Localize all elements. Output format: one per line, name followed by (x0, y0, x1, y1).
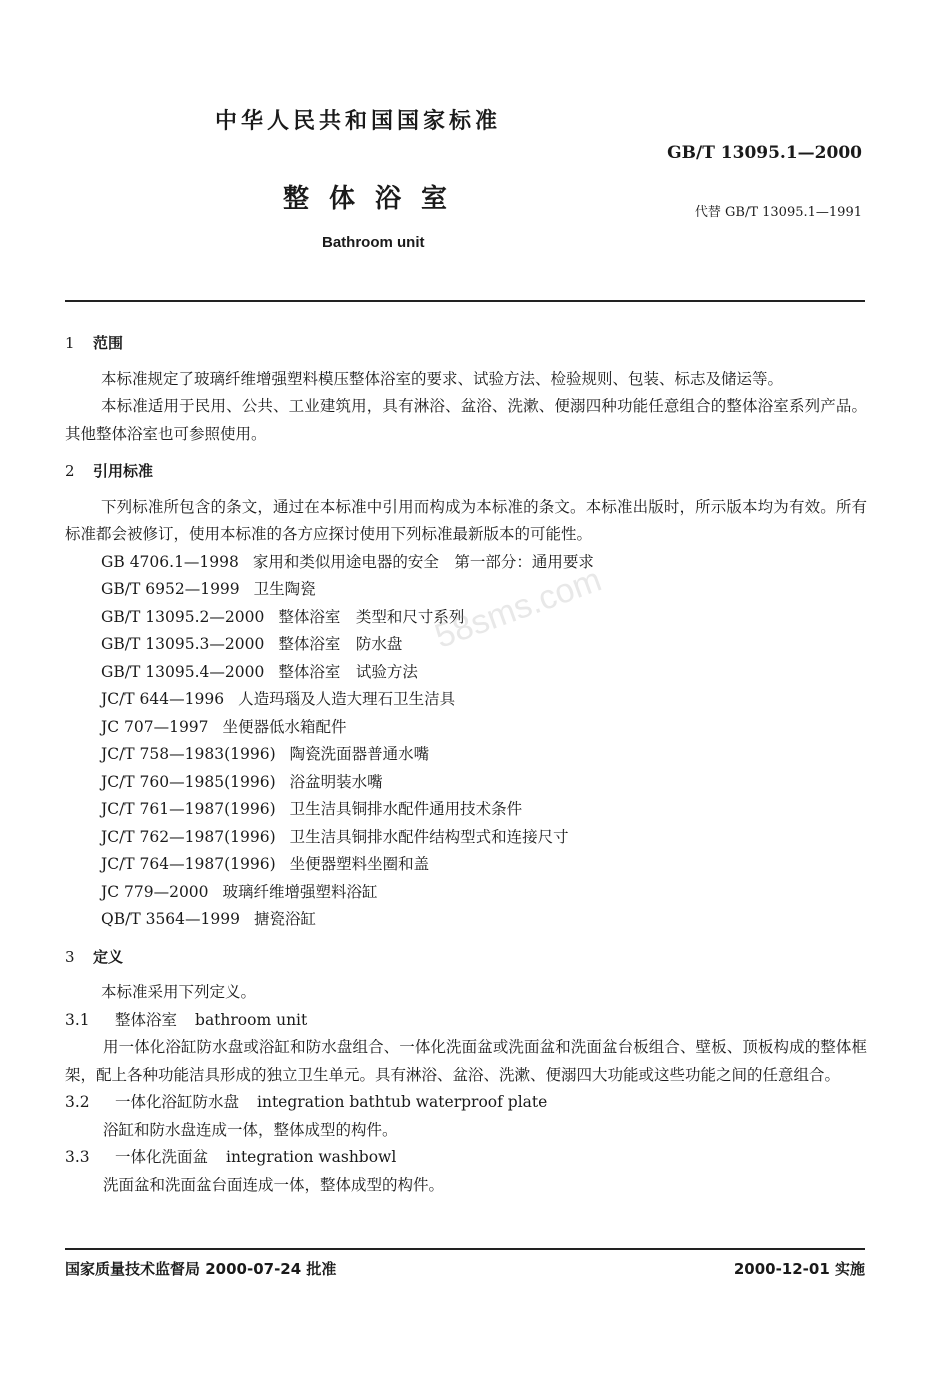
definition-heading (65, 1007, 867, 1035)
reference-item (101, 741, 867, 769)
reference-code: JC/T 760—1985(1996) (101, 772, 276, 791)
reference-item (101, 769, 867, 797)
reference-title: 搪瓷浴缸 (253, 910, 316, 928)
definition-body: 浴缸和防水盘连成一体，整体成型的构件。 (103, 1120, 398, 1139)
definition-body: 洗面盆和洗面盆台面连成一体，整体成型的构件。 (103, 1175, 445, 1194)
reference-code: JC/T 761—1987(1996) (101, 800, 276, 818)
definition-term: 一体化浴缸防水盘 (115, 1093, 240, 1111)
definition-term: 整体浴室 (115, 1010, 178, 1029)
reference-code: GB/T 13095.2—2000 (101, 607, 265, 626)
reference-code: JC 779—2000 (101, 882, 209, 901)
reference-item (101, 714, 867, 742)
reference-title: 卫生陶瓷 (253, 580, 316, 598)
reference-title: 坐便器低水箱配件 (222, 717, 347, 736)
reference-title: 整体浴室 类型和尺寸系列 (278, 607, 465, 626)
reference-item (101, 851, 867, 879)
definition-term-english: integration bathtub waterproof plate (257, 1093, 548, 1111)
reference-code: QB/T 3564—1999 (101, 910, 240, 928)
reference-item (101, 824, 867, 852)
paragraph: 本标准适用于民用、公共、工业建筑用，具有淋浴、盆浴、洗漱、便溺四种功能任意组合的整体浴室系列产品。其他整体浴室也可参照使用。 (65, 397, 867, 443)
replaces-note: 代替 GB/T 13095.1—1991 (694, 205, 862, 220)
watermark-text: 58sms.com (430, 560, 607, 656)
reference-title: 坐便器塑料坐圈和盖 (289, 855, 430, 873)
definition-number: 3.1 (65, 1010, 90, 1029)
definition-number: 3.2 (65, 1093, 90, 1111)
approval-line: 国家质量技术监督局 2000-07-24 批准 (65, 1260, 337, 1278)
implementation-date: 2000-12-01 实施 (733, 1260, 865, 1278)
national-standard-title: 中华人民共和国国家标准 (215, 109, 502, 134)
definition-term-english: bathroom unit (195, 1010, 308, 1029)
reference-title: 家用和类似用途电器的安全 第一部分：通用要求 (252, 552, 594, 571)
reference-code: JC/T 644—1996 (101, 690, 225, 708)
document-title: 整体浴室 (283, 184, 468, 214)
section-heading-references (65, 458, 867, 486)
paragraph: 本标准规定了玻璃纤维增强塑料模压整体浴室的要求、试验方法、检验规则、包装、标志及储运等。 (101, 369, 784, 388)
reference-code: JC 707—1997 (101, 717, 209, 736)
paragraph: 本标准采用下列定义。 (101, 983, 257, 1001)
section-heading-scope (65, 330, 867, 358)
header-divider (65, 300, 865, 302)
section-number: 2 (65, 462, 75, 480)
reference-title: 玻璃纤维增强塑料浴缸 (222, 882, 378, 901)
section-title: 定义 (93, 947, 124, 966)
reference-code: GB 4706.1—1998 (101, 552, 239, 571)
section-number: 1 (65, 334, 75, 352)
reference-title: 陶瓷洗面器普通水嘴 (289, 745, 430, 763)
reference-item (101, 659, 867, 687)
document-body (65, 330, 867, 1199)
section-title: 引用标准 (93, 462, 154, 480)
footer-divider (65, 1248, 865, 1250)
standard-code: GB/T 13095.1—2000 (667, 143, 862, 163)
reference-title: 人造玛瑙及人造大理石卫生洁具 (238, 690, 456, 708)
reference-code: JC/T 764—1987(1996) (101, 855, 276, 873)
reference-code: JC/T 762—1987(1996) (101, 827, 276, 846)
reference-code: GB/T 6952—1999 (101, 580, 240, 598)
reference-code: GB/T 13095.4—2000 (101, 662, 265, 681)
reference-item (101, 686, 867, 714)
reference-title: 卫生洁具铜排水配件结构型式和连接尺寸 (289, 827, 569, 846)
reference-item (101, 906, 867, 934)
definition-heading (65, 1089, 867, 1117)
paragraph: 下列标准所包含的条文，通过在本标准中引用而构成为本标准的条文。本标准出版时，所示版本均为有效。所有标准都会被修订，使用本标准的各方应探讨使用下列标准最新版本的可能性。 (65, 497, 867, 543)
reference-item (101, 879, 867, 907)
reference-code: GB/T 13095.3—2000 (101, 635, 265, 653)
definition-heading (65, 1144, 867, 1172)
reference-item (101, 549, 867, 577)
section-heading-definitions (65, 944, 867, 972)
reference-code: JC/T 758—1983(1996) (101, 745, 276, 763)
reference-title: 整体浴室 试验方法 (278, 662, 418, 681)
reference-item (101, 796, 867, 824)
section-number: 3 (65, 947, 75, 966)
reference-title: 整体浴室 防水盘 (278, 635, 403, 653)
section-title: 范围 (93, 334, 124, 352)
reference-title: 卫生洁具铜排水配件通用技术条件 (289, 800, 523, 818)
reference-title: 浴盆明装水嘴 (289, 772, 383, 791)
definition-term: 一体化洗面盆 (115, 1148, 209, 1166)
definition-number: 3.3 (65, 1148, 90, 1166)
definition-body: 用一体化浴缸防水盘或浴缸和防水盘组合、一体化洗面盆或洗面盆和洗面盆台板组合、壁板、顶板构成的整体框架，配上各种功能洁具形成的独立卫生单元。具有淋浴、盆浴、洗漱、便溺四大功能或这些功能之间的任意组合。 (65, 1038, 867, 1084)
document-title-english: Bathroom unit (322, 234, 425, 251)
definition-term-english: integration washbowl (226, 1148, 397, 1166)
